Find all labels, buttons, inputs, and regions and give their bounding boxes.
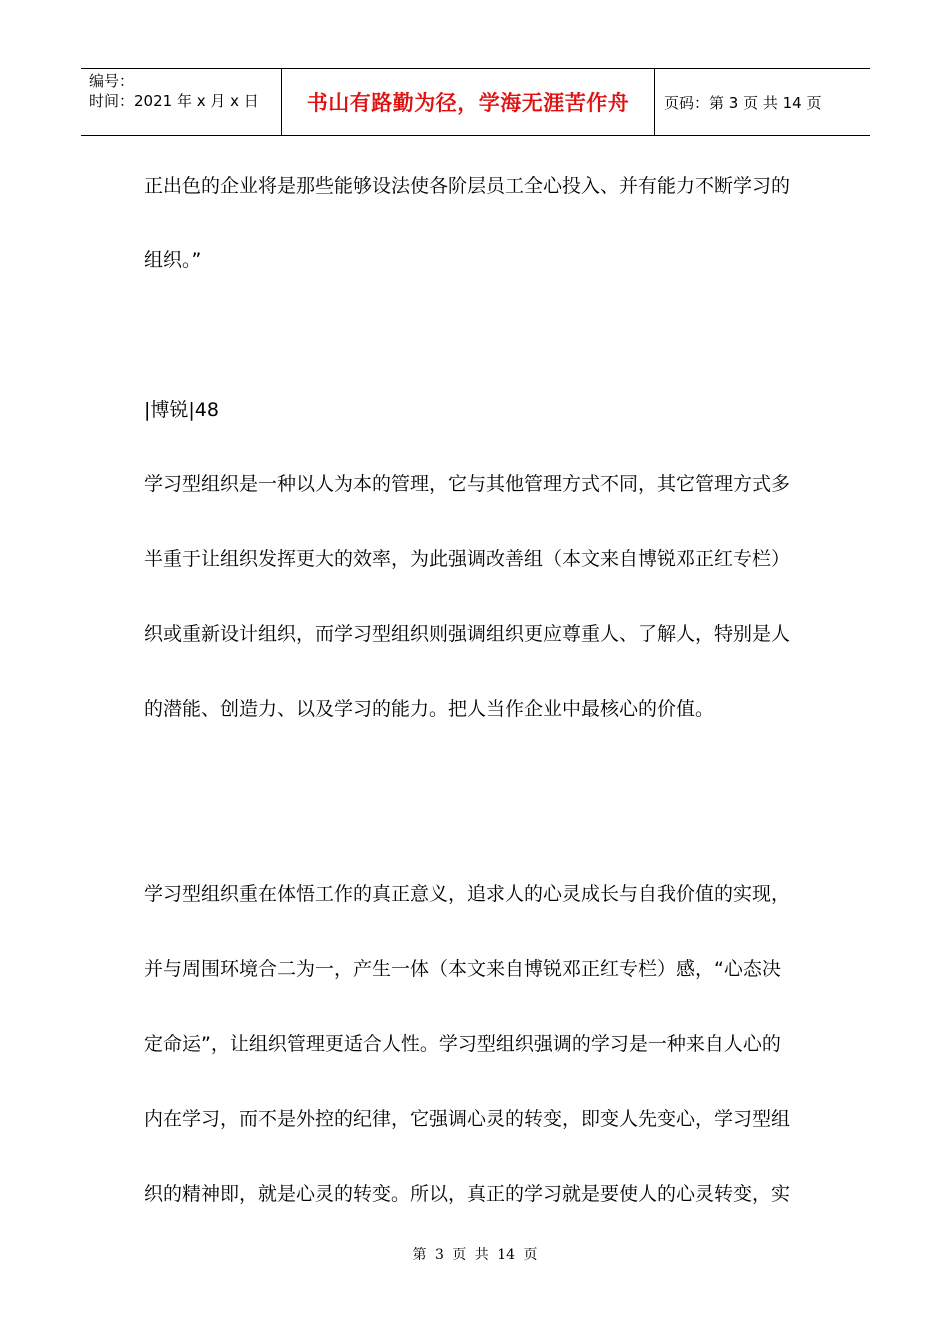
body-line: 并与周围环境合二为一，产生一体（本文来自博锐邓正红专栏）感，“心态决: [144, 958, 781, 980]
header-motto: 书山有路勤为径，学海无涯苦作舟: [306, 91, 630, 115]
body-line: 正出色的企业将是那些能够设法使各阶层员工全心投入、并有能力不断学习的: [144, 175, 791, 197]
body-line: 组织。”: [144, 249, 202, 271]
header-page-info: 页码：第 3 页 共 14 页: [664, 94, 822, 112]
body-line: 的潜能、创造力、以及学习的能力。把人当作企业中最核心的价值。: [144, 698, 715, 720]
source-tag: |博锐|48: [144, 399, 219, 421]
body-line: 内在学习，而不是外控的纪律，它强调心灵的转变，即变人先变心，学习型组: [144, 1108, 791, 1130]
body-line: 学习型组织重在体悟工作的真正意义，追求人的心灵成长与自我价值的实现，: [144, 883, 791, 905]
body-line: 学习型组织是一种以人为本的管理，它与其他管理方式不同，其它管理方式多: [144, 473, 791, 495]
page-header: [81, 68, 870, 136]
body-line: 半重于让组织发挥更大的效率，为此强调改善组（本文来自博锐邓正红专栏）: [144, 548, 791, 570]
body-line: 织的精神即，就是心灵的转变。所以，真正的学习就是要使人的心灵转变，实: [144, 1183, 791, 1205]
time-label: 时间：2021 年 x 月 x 日: [89, 92, 259, 110]
header-meta: [89, 71, 279, 111]
header-divider: [654, 69, 655, 135]
body-line: 定命运”，让组织管理更适合人性。学习型组织强调的学习是一种来自人心的: [144, 1033, 781, 1055]
body-line: 织或重新设计组织，而学习型组织则强调组织更应尊重人、了解人，特别是人: [144, 623, 791, 645]
serial-label: 编号：: [89, 72, 135, 90]
page-footer: 第 3 页 共 14 页: [412, 1247, 538, 1263]
